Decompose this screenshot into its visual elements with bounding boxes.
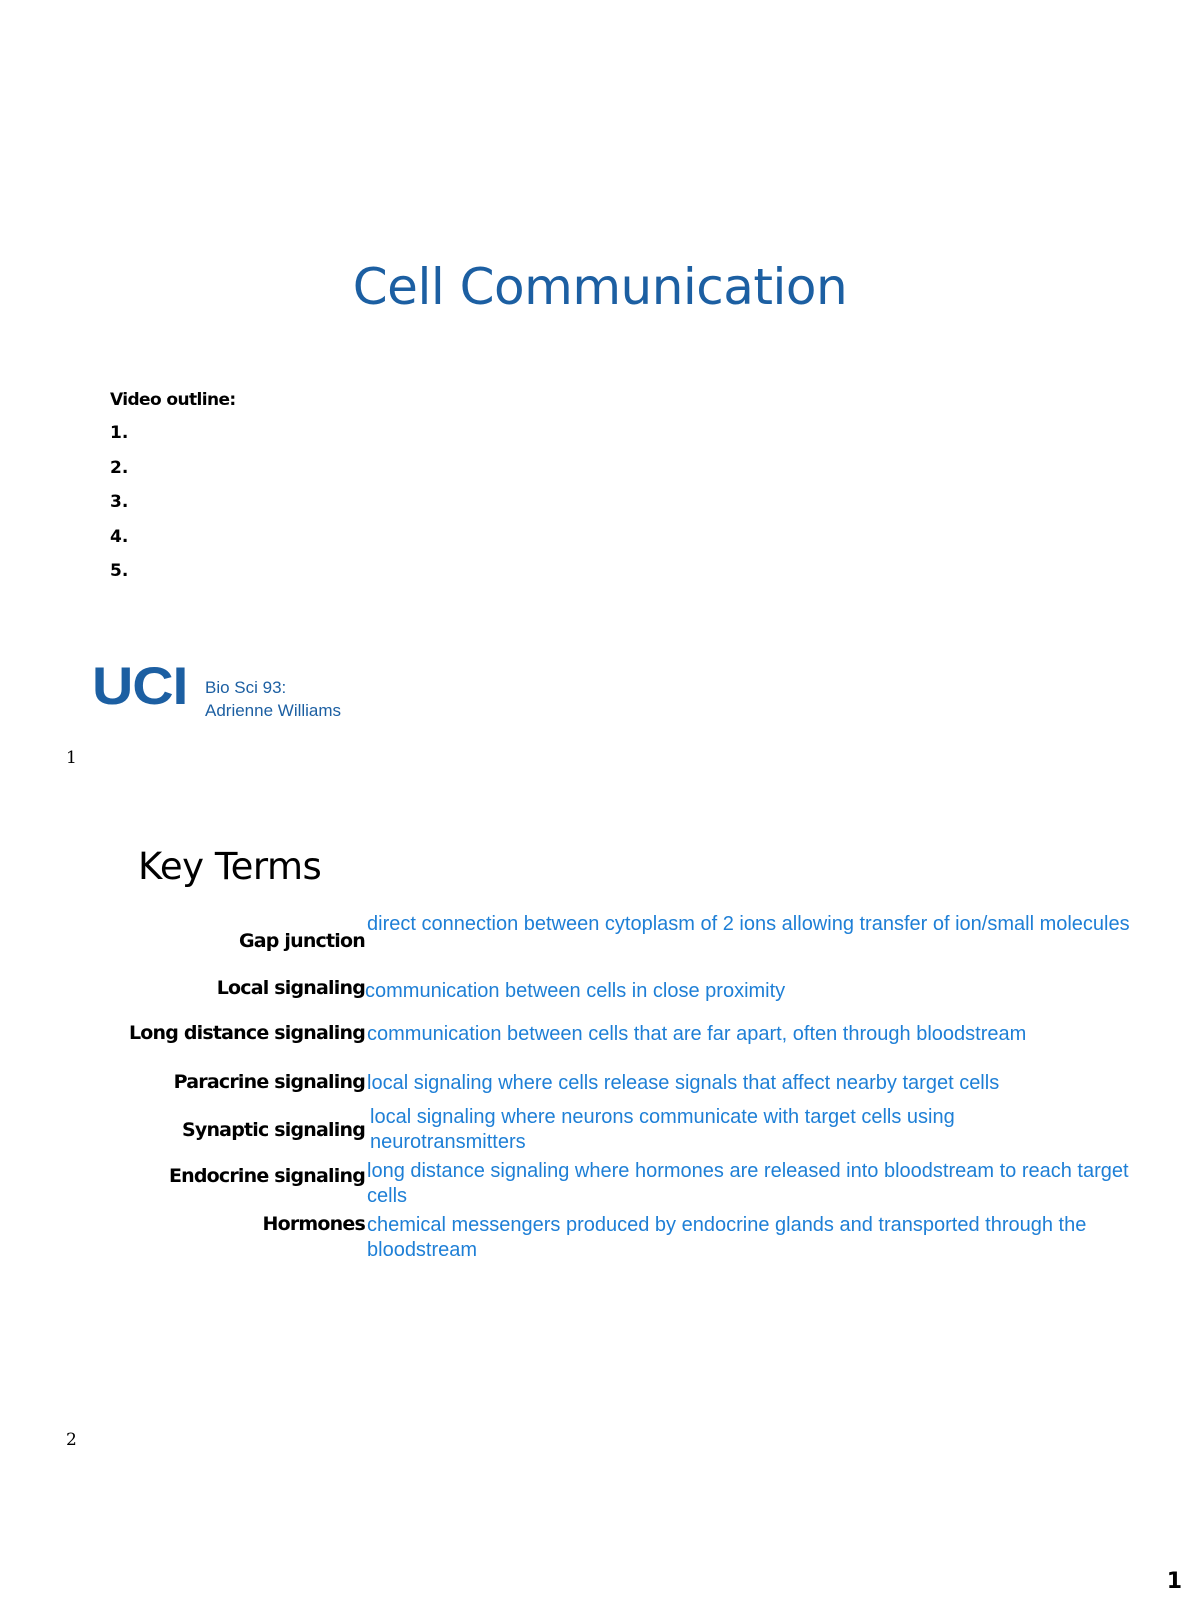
outline-item: 4. — [110, 526, 129, 547]
term-definition: local signaling where neurons communicate with target cells using neurotransmitters — [370, 1106, 955, 1153]
term-label: Hormones — [262, 1213, 365, 1235]
key-terms-title: Key Terms — [138, 845, 322, 888]
outline-item: 1. — [110, 423, 129, 443]
outline-item: 3. — [110, 492, 129, 512]
term-definition: long distance signaling where hormones are released into bloodstream to reach target cells — [367, 1160, 1129, 1207]
term-label: Local signaling — [216, 977, 365, 999]
video-outline-list — [110, 423, 128, 596]
outline-item: 5. — [110, 561, 129, 581]
sheet-page-number: 1 — [1166, 1569, 1182, 1594]
term-definition: chemical messengers produced by endocrine glands and transported through the bloodstream — [367, 1214, 1087, 1261]
slide-2-page-number: 2 — [66, 1430, 77, 1450]
term-label: Paracrine signaling — [173, 1071, 365, 1093]
uci-logo: UCI — [92, 657, 188, 716]
instructor-name: Adrienne Williams — [205, 701, 342, 720]
term-label: Long distance signaling — [128, 1022, 365, 1044]
course-info — [205, 676, 341, 722]
term-definition: communication between cells that are far apart, often through bloodstream — [367, 1023, 1027, 1045]
term-label: Endocrine signaling — [168, 1165, 365, 1187]
slide-title: Cell Communication — [352, 258, 848, 316]
term-label: Gap junction — [238, 930, 365, 952]
slide-1-page-number: 1 — [66, 748, 77, 768]
term-definition: local signaling where cells release signals that affect nearby target cells — [367, 1072, 1000, 1094]
term-definition: direct connection between cytoplasm of 2 ions allowing transfer of ion/small molecules — [367, 913, 1130, 935]
outline-item: 2. — [110, 457, 129, 478]
term-label: Synaptic signaling — [181, 1119, 365, 1141]
course-name: Bio Sci 93: — [205, 678, 287, 697]
video-outline-heading: Video outline: — [110, 390, 236, 410]
term-definition: communication between cells in close proximity — [365, 980, 786, 1002]
